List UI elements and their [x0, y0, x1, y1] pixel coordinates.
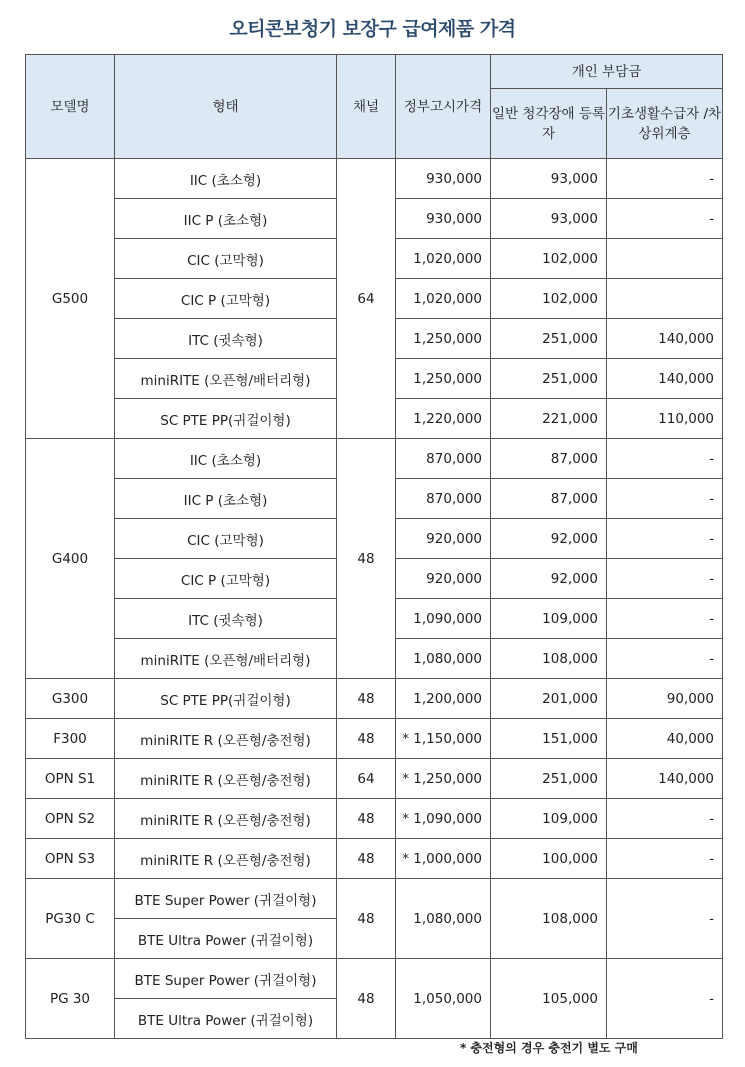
- basic-cost-cell: -: [607, 439, 723, 479]
- general-cost-cell: 109,000: [491, 599, 607, 639]
- table-row: [26, 799, 723, 839]
- form-cell: CIC (고막형): [115, 519, 337, 559]
- basic-cost-cell: 140,000: [607, 759, 723, 799]
- header-general: 일반 청각장애 등록자: [491, 89, 607, 159]
- header-personal-cost: 개인 부담금: [491, 55, 723, 89]
- general-cost-cell: 201,000: [491, 679, 607, 719]
- table-row: [26, 959, 723, 999]
- channel-cell: 48: [337, 959, 396, 1039]
- form-cell: ITC (귓속형): [115, 599, 337, 639]
- general-cost-cell: 102,000: [491, 239, 607, 279]
- basic-cost-cell: -: [607, 959, 723, 1039]
- basic-cost-cell: -: [607, 159, 723, 199]
- price-table: [25, 54, 723, 1039]
- basic-cost-cell: 110,000: [607, 399, 723, 439]
- general-cost-cell: 108,000: [491, 879, 607, 959]
- general-cost-cell: 251,000: [491, 359, 607, 399]
- header-gov-price: 정부고시가격: [396, 55, 491, 159]
- header-model: 모델명: [26, 55, 115, 159]
- channel-cell: 48: [337, 719, 396, 759]
- general-cost-cell: 100,000: [491, 839, 607, 879]
- form-cell: miniRITE (오픈형/배터리형): [115, 639, 337, 679]
- form-cell: BTE Ultra Power (귀걸이형): [115, 919, 337, 959]
- form-cell: SC PTE PP(귀걸이형): [115, 679, 337, 719]
- basic-cost-cell: -: [607, 639, 723, 679]
- general-cost-cell: 105,000: [491, 959, 607, 1039]
- form-cell: ITC (귓속형): [115, 319, 337, 359]
- basic-cost-cell: 90,000: [607, 679, 723, 719]
- form-cell: IIC (초소형): [115, 439, 337, 479]
- basic-cost-cell: 40,000: [607, 719, 723, 759]
- form-cell: CIC P (고막형): [115, 559, 337, 599]
- table-body: [26, 159, 723, 1039]
- channel-cell: 64: [337, 759, 396, 799]
- general-cost-cell: 251,000: [491, 319, 607, 359]
- form-cell: miniRITE R (오픈형/충전형): [115, 719, 337, 759]
- general-cost-cell: 108,000: [491, 639, 607, 679]
- form-cell: miniRITE R (오픈형/충전형): [115, 759, 337, 799]
- model-cell: OPN S1: [26, 759, 115, 799]
- model-cell: G400: [26, 439, 115, 679]
- model-cell: F300: [26, 719, 115, 759]
- gov-price-cell: 1,200,000: [396, 679, 491, 719]
- general-cost-cell: 93,000: [491, 199, 607, 239]
- basic-cost-cell: 140,000: [607, 319, 723, 359]
- form-cell: BTE Super Power (귀걸이형): [115, 959, 337, 999]
- table-row: [26, 839, 723, 879]
- gov-price-cell: 1,250,000: [396, 319, 491, 359]
- channel-cell: 48: [337, 879, 396, 959]
- header-basic: 기초생활수급자 /차상위계층: [607, 89, 723, 159]
- general-cost-cell: 92,000: [491, 519, 607, 559]
- model-cell: OPN S2: [26, 799, 115, 839]
- footnote: * 충전형의 경우 충전기 별도 구매: [460, 1041, 638, 1055]
- general-cost-cell: 87,000: [491, 479, 607, 519]
- gov-price-cell: 870,000: [396, 439, 491, 479]
- page-title: 오티콘보청기 보장구 급여제품 가격: [229, 18, 516, 40]
- general-cost-cell: 93,000: [491, 159, 607, 199]
- table-row: [26, 159, 723, 199]
- basic-cost-cell: -: [607, 799, 723, 839]
- basic-cost-cell: [607, 239, 723, 279]
- gov-price-cell: * 1,000,000: [396, 839, 491, 879]
- basic-cost-cell: -: [607, 479, 723, 519]
- gov-price-cell: * 1,090,000: [396, 799, 491, 839]
- model-cell: PG30 C: [26, 879, 115, 959]
- general-cost-cell: 102,000: [491, 279, 607, 319]
- header-channel: 채널: [337, 55, 396, 159]
- general-cost-cell: 221,000: [491, 399, 607, 439]
- table-row: [26, 719, 723, 759]
- gov-price-cell: 870,000: [396, 479, 491, 519]
- general-cost-cell: 151,000: [491, 719, 607, 759]
- form-cell: IIC P (초소형): [115, 479, 337, 519]
- form-cell: miniRITE R (오픈형/충전형): [115, 799, 337, 839]
- channel-cell: 48: [337, 839, 396, 879]
- basic-cost-cell: -: [607, 559, 723, 599]
- gov-price-cell: 930,000: [396, 159, 491, 199]
- table-row: [26, 759, 723, 799]
- channel-cell: 48: [337, 679, 396, 719]
- gov-price-cell: 1,080,000: [396, 879, 491, 959]
- header-form: 형태: [115, 55, 337, 159]
- form-cell: miniRITE R (오픈형/충전형): [115, 839, 337, 879]
- gov-price-cell: * 1,150,000: [396, 719, 491, 759]
- form-cell: CIC (고막형): [115, 239, 337, 279]
- gov-price-cell: 930,000: [396, 199, 491, 239]
- general-cost-cell: 92,000: [491, 559, 607, 599]
- gov-price-cell: 1,090,000: [396, 599, 491, 639]
- gov-price-cell: 1,050,000: [396, 959, 491, 1039]
- gov-price-cell: 1,220,000: [396, 399, 491, 439]
- gov-price-cell: 1,250,000: [396, 359, 491, 399]
- channel-cell: 48: [337, 799, 396, 839]
- form-cell: BTE Ultra Power (귀걸이형): [115, 999, 337, 1039]
- model-cell: OPN S3: [26, 839, 115, 879]
- table-row: [26, 679, 723, 719]
- basic-cost-cell: 140,000: [607, 359, 723, 399]
- basic-cost-cell: -: [607, 599, 723, 639]
- channel-cell: 48: [337, 439, 396, 679]
- general-cost-cell: 109,000: [491, 799, 607, 839]
- gov-price-cell: 1,020,000: [396, 239, 491, 279]
- form-cell: SC PTE PP(귀걸이형): [115, 399, 337, 439]
- general-cost-cell: 251,000: [491, 759, 607, 799]
- gov-price-cell: 920,000: [396, 519, 491, 559]
- model-cell: G300: [26, 679, 115, 719]
- table-row: [26, 439, 723, 479]
- basic-cost-cell: -: [607, 199, 723, 239]
- model-cell: G500: [26, 159, 115, 439]
- form-cell: IIC P (초소형): [115, 199, 337, 239]
- gov-price-cell: 1,080,000: [396, 639, 491, 679]
- basic-cost-cell: -: [607, 879, 723, 959]
- form-cell: BTE Super Power (귀걸이형): [115, 879, 337, 919]
- gov-price-cell: 1,020,000: [396, 279, 491, 319]
- form-cell: IIC (초소형): [115, 159, 337, 199]
- table-row: [26, 879, 723, 919]
- form-cell: miniRITE (오픈형/배터리형): [115, 359, 337, 399]
- form-cell: CIC P (고막형): [115, 279, 337, 319]
- basic-cost-cell: -: [607, 519, 723, 559]
- gov-price-cell: * 1,250,000: [396, 759, 491, 799]
- model-cell: PG 30: [26, 959, 115, 1039]
- gov-price-cell: 920,000: [396, 559, 491, 599]
- channel-cell: 64: [337, 159, 396, 439]
- general-cost-cell: 87,000: [491, 439, 607, 479]
- basic-cost-cell: [607, 279, 723, 319]
- basic-cost-cell: -: [607, 839, 723, 879]
